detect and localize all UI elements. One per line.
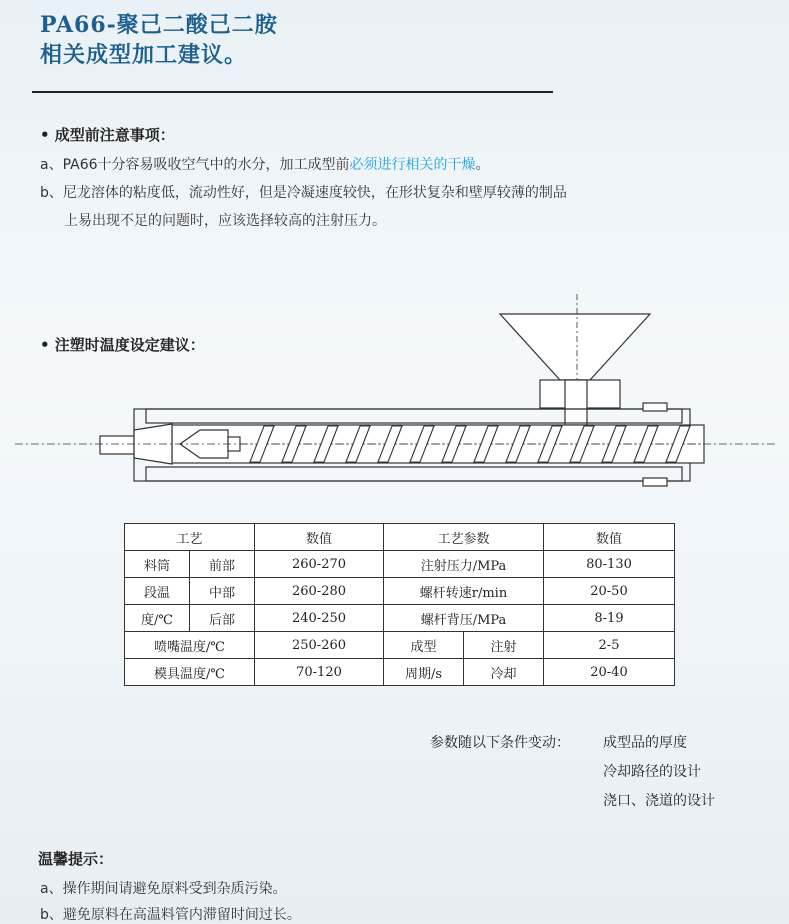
nozzle-temp-label: 喷嘴温度/℃ — [125, 632, 255, 659]
front-value: 260-270 — [255, 551, 384, 578]
middle-value: 260-280 — [255, 578, 384, 605]
pre-molding-item-a — [40, 156, 490, 174]
back-pressure-value: 8-19 — [544, 605, 675, 632]
nozzle-temp-value: 250-260 — [255, 632, 384, 659]
rear-value: 240-250 — [255, 605, 384, 632]
pre-molding-heading: • 成型前注意事项： — [40, 126, 175, 144]
mold-temp-value: 70-120 — [255, 659, 384, 686]
screw-speed-value: 20-50 — [544, 578, 675, 605]
front-label: 前部 — [190, 551, 255, 578]
page-title-line1: PA66-聚己二酸己二胺 — [40, 12, 278, 38]
tip-item-b: b、避免原料在高温料管内滞留时间过长。 — [40, 907, 301, 923]
pre-molding-item-b-line1: b、尼龙溶体的粘度低，流动性好，但是冷凝速度较快，在形状复杂和壁厚较薄的制品 — [40, 185, 567, 201]
title-divider — [32, 91, 553, 93]
condition-item: 浇口、浇道的设计 — [603, 793, 715, 809]
injection-value: 2-5 — [544, 632, 675, 659]
tip-item-a: a、操作期间请避免原料受到杂质污染。 — [40, 881, 287, 897]
mold-temp-label: 模具温度/℃ — [125, 659, 255, 686]
pre-molding-item-b-line2: 上易出现不足的问题时，应该选择较高的注射压力。 — [64, 213, 386, 229]
header-value: 数值 — [255, 524, 384, 551]
header-process: 工艺 — [125, 524, 255, 551]
back-pressure-label: 螺杆背压/MPa — [384, 605, 544, 632]
middle-label: 中部 — [190, 578, 255, 605]
section-temp-label: 段温 — [125, 578, 190, 605]
temp-heading: • 注塑时温度设定建议： — [40, 336, 205, 354]
cooling-label: 冷却 — [464, 659, 544, 686]
cooling-value: 20-40 — [544, 659, 675, 686]
degree-label: 度/℃ — [125, 605, 190, 632]
barrel-label: 料筒 — [125, 551, 190, 578]
item-a-highlight: 必须进行相关的干燥 — [349, 157, 476, 173]
injection-machine-diagram — [0, 290, 789, 520]
condition-item: 冷却路径的设计 — [603, 764, 701, 780]
inj-pressure-value: 80-130 — [544, 551, 675, 578]
cycle-label-top: 成型 — [384, 632, 464, 659]
injection-label: 注射 — [464, 632, 544, 659]
header-param: 工艺参数 — [384, 524, 544, 551]
screw-speed-label: 螺杆转速r/min — [384, 578, 544, 605]
tips-heading: 温馨提示： — [38, 850, 114, 868]
page-title-line2: 相关成型加工建议。 — [40, 42, 248, 68]
item-a-text: a、PA66十分容易吸收空气中的水分，加工成型前 — [40, 157, 350, 173]
process-parameters-table — [124, 523, 675, 686]
cycle-label-bottom: 周期/s — [384, 659, 464, 686]
rear-label: 后部 — [190, 605, 255, 632]
item-a-suffix: 。 — [475, 157, 490, 173]
header-value2: 数值 — [544, 524, 675, 551]
inj-pressure-label: 注射压力/MPa — [384, 551, 544, 578]
conditions-label: 参数随以下条件变动： — [430, 735, 570, 751]
condition-item: 成型品的厚度 — [603, 735, 687, 751]
hopper — [500, 314, 650, 380]
